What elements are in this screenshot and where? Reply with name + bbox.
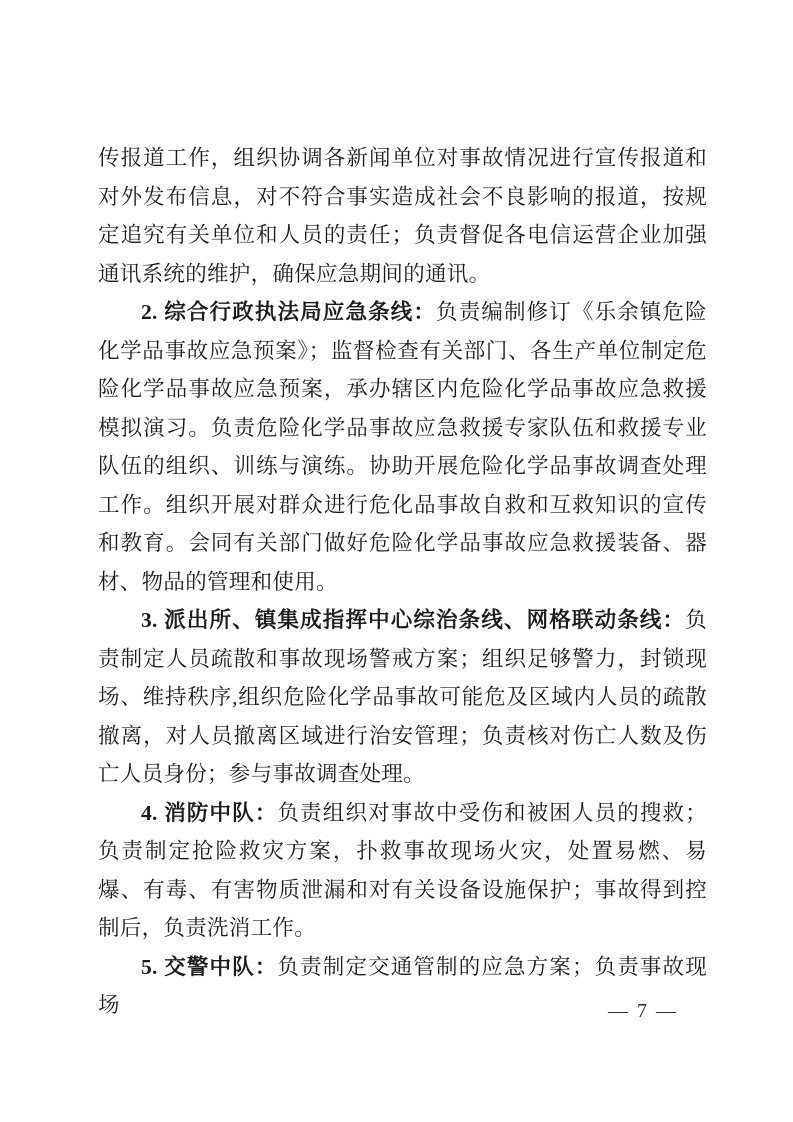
section-4-text: 负责组织对事故中受伤和被困人员的搜救；负责制定抢险救灾方案，扑救事故现场火灾，处置易燃、易爆、有毒、有害物质泄漏和对有关设备设施保护；事故得到控制后，负责洗消工作。 [98, 800, 707, 940]
section-4-heading: 4. 消防中队： [141, 800, 278, 825]
paragraph-continuation [98, 139, 707, 293]
section-3-text: 负责制定人员疏散和事故现场警戒方案；组织足够警力，封锁现场、维持秩序,组织危险化学品事故可能危及区域内人员的疏散撤离，对人员撤离区域进行治安管理；负责核对伤亡人数及伤亡人员身份；参与事故调查处理。 [98, 608, 707, 786]
paragraph-section-2 [98, 293, 707, 601]
section-3-heading: 3. 派出所、镇集成指挥中心综治条线、网格联动条线： [141, 608, 686, 632]
paragraph-section-4 [98, 794, 707, 948]
paragraph-section-3 [98, 601, 707, 794]
section-5-text: 负责制定交通管制的应急方案；负责事故现场 [98, 954, 707, 1017]
paragraph-continuation-text: 传报道工作，组织协调各新闻单位对事故情况进行宣传报道和对外发布信息，对不符合事实造成社会不良影响的报道，按规定追究有关单位和人员的责任；负责督促各电信运营企业加强通讯系统的维护，确保应急期间的通讯。 [98, 146, 707, 286]
section-2-text: 负责编制修订《乐余镇危险化学品事故应急预案》；监督检查有关部门、各生产单位制定危险化学品事故应急预案，承办辖区内危险化学品事故应急救援模拟演习。负责危险化学品事故应急救援专家队伍和救援专业队伍的组织、训练与演练。协助开展危险化学品事故调查处理工作。组织开展对群众进行危化品事故自救和互救知识的宣传和教育。会同有关部门做好危险化学品事故应急救援装备、器材、物品的管理和使用。 [98, 300, 707, 594]
page-number: — 7 — [608, 1000, 678, 1022]
section-5-heading: 5. 交警中队： [141, 954, 278, 979]
section-2-heading: 2. 综合行政执法局应急条线： [141, 300, 437, 324]
document-body [98, 139, 707, 1025]
